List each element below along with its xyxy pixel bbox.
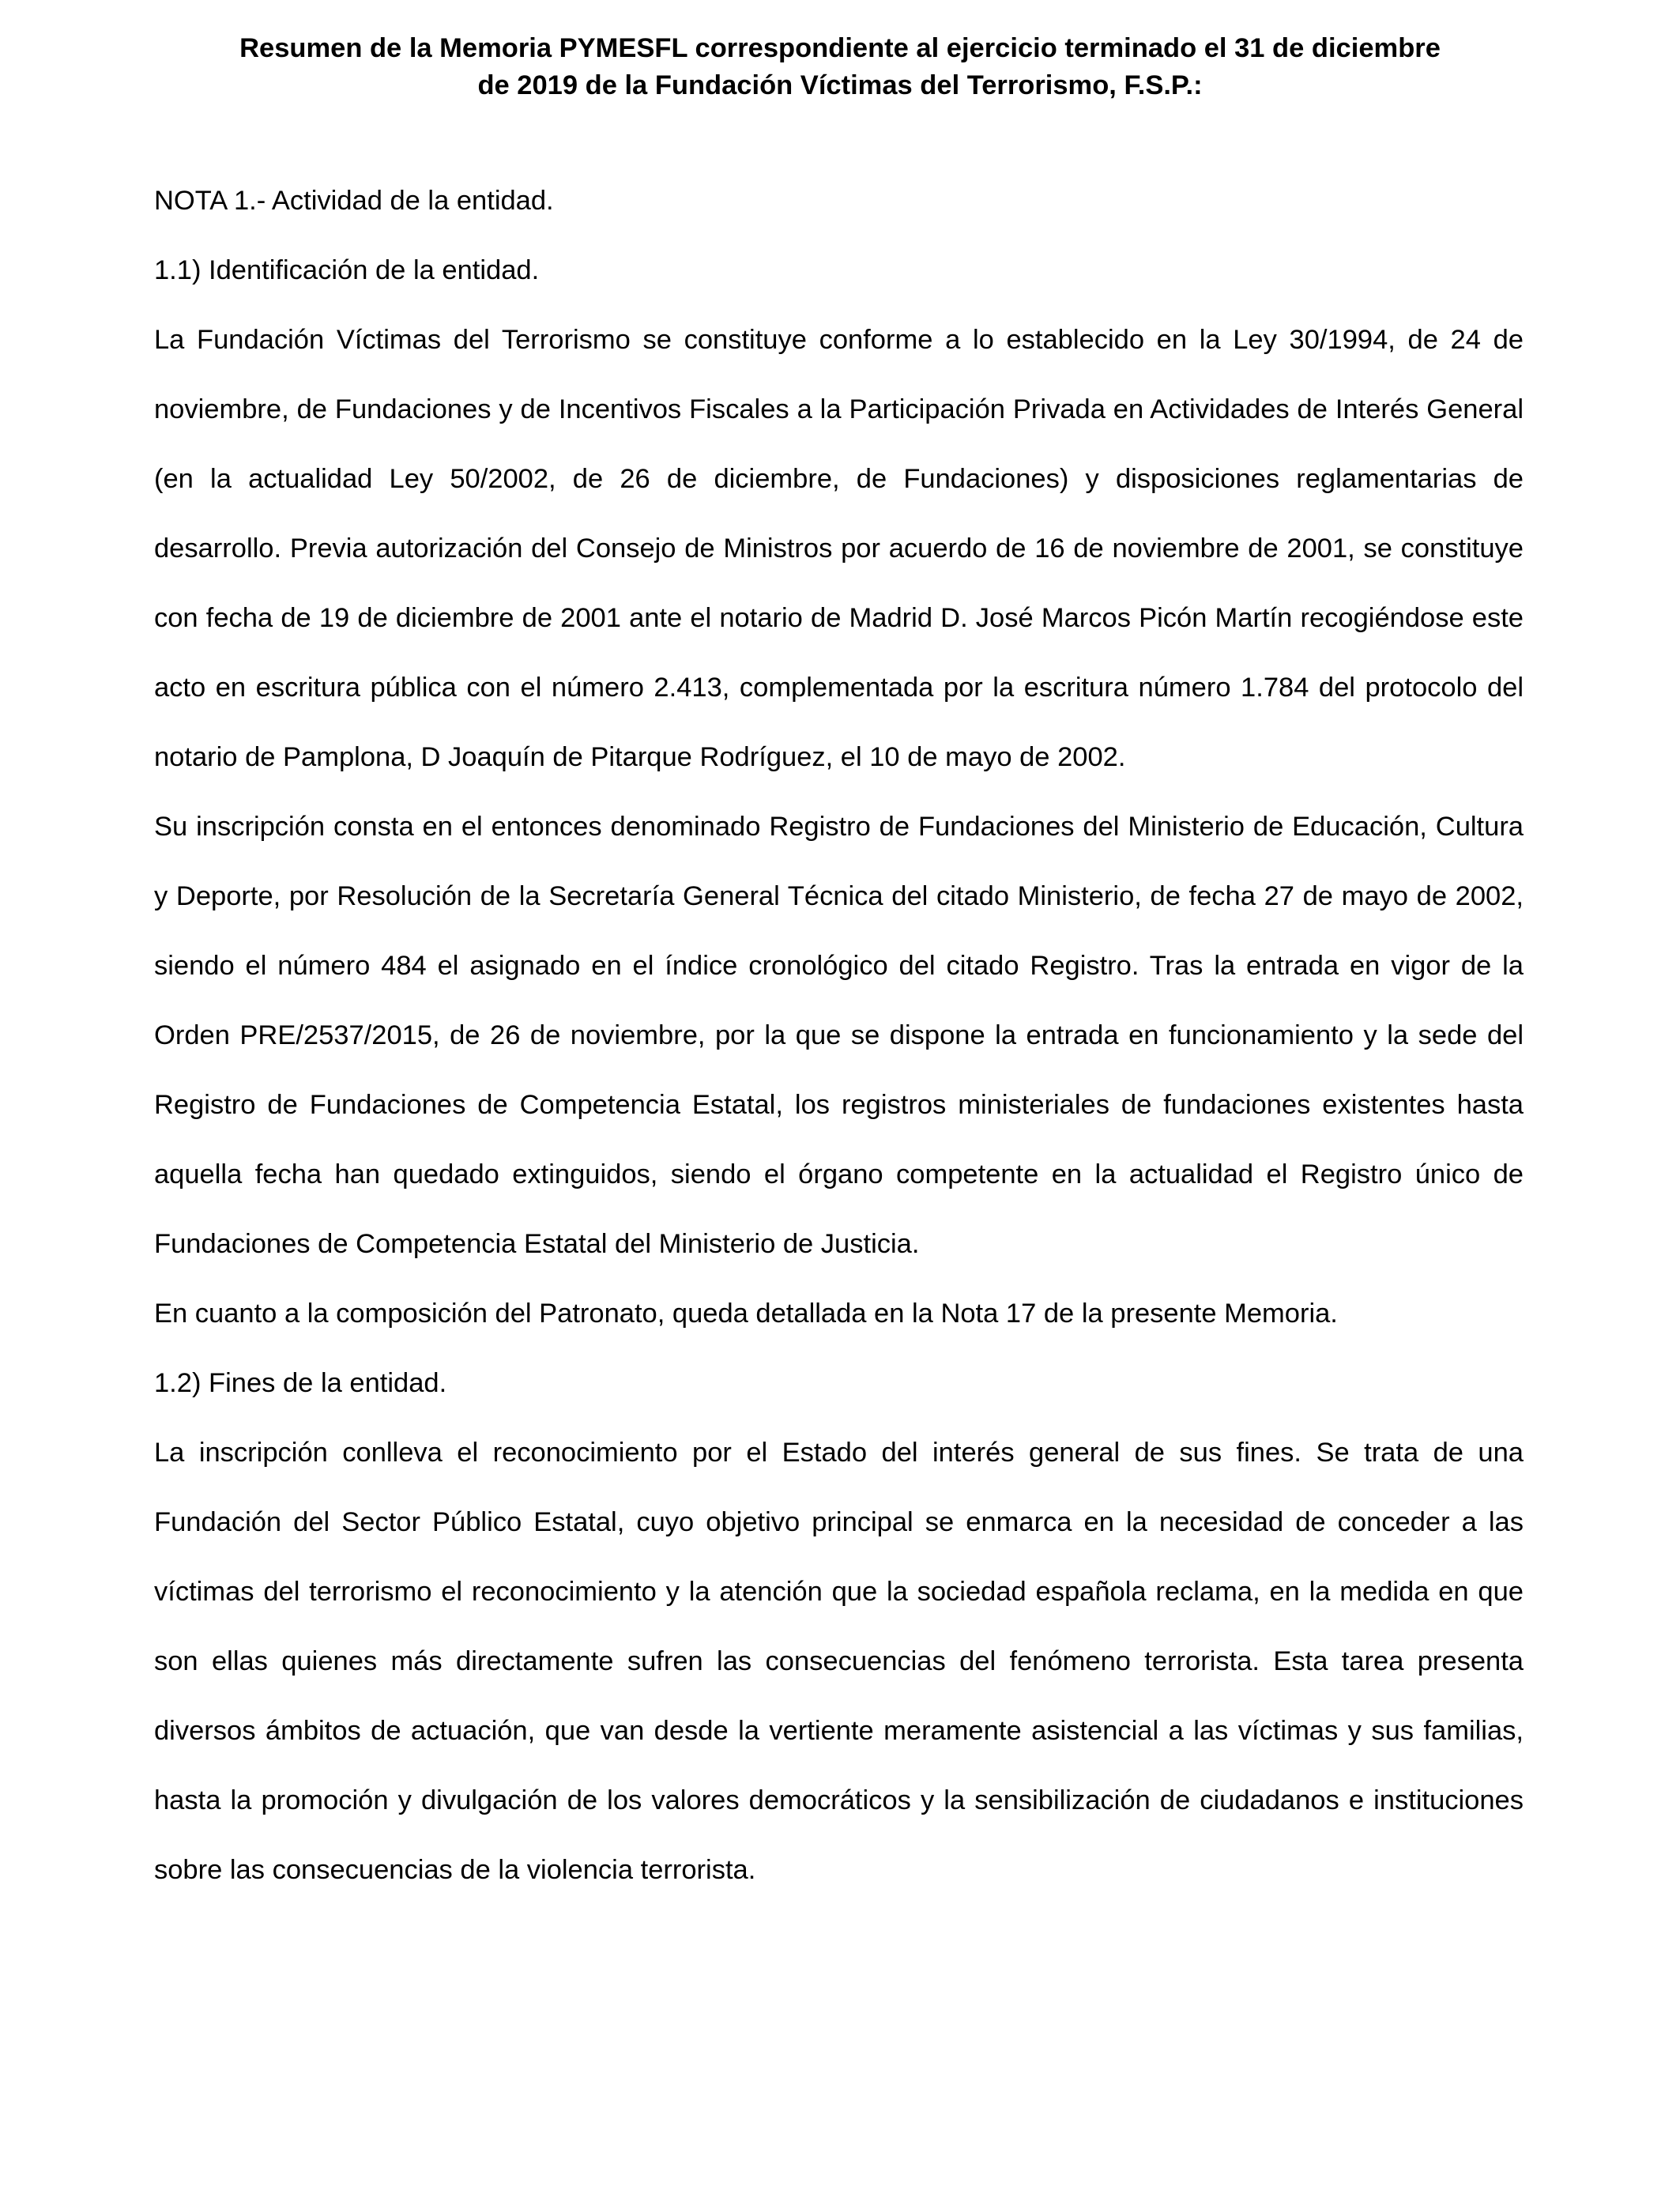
- document-body: [154, 166, 1524, 1905]
- section-1-2-heading: 1.2) Fines de la entidad.: [154, 1368, 447, 1398]
- paragraph-patronato: En cuanto a la composición del Patronato, queda detallada en la Nota 17 de la presente Memoria.: [154, 1299, 1338, 1329]
- document-title: [119, 30, 1561, 104]
- note-1-heading: NOTA 1.- Actividad de la entidad.: [154, 186, 554, 216]
- paragraph-constitution: La Fundación Víctimas del Terrorismo se constituye conforme a lo establecido en la Ley 30/1994, de 24 de noviembre, de Fundaciones y de Incentivos Fiscales a la Participación Privada en Actividades de Interés General (en la actualidad Ley 50/2002, de 26 de diciembre, de Fundaciones) y disposiciones reglamentarias de desarrollo. Previa autorización del Consejo de Ministros por acuerdo de 16 de noviembre de 2001, se constituye con fecha de 19 de diciembre de 2001 ante el notario de Madrid D. José Marcos Picón Martín recogiéndose este acto en escritura pública con el número 2.413, complementada por la escritura número 1.784 del protocolo del notario de Pamplona, D Joaquín de Pitarque Rodríguez, el 10 de mayo de 2002.: [154, 325, 1524, 772]
- section-1-1-heading: 1.1) Identificación de la entidad.: [154, 255, 540, 285]
- paragraph-fines: La inscripción conlleva el reconocimiento por el Estado del interés general de sus fines. Se trata de una Fundación del Sector Público Estatal, cuyo objetivo principal se enmarca en la necesidad de conceder a las víctimas del terrorismo el reconocimiento y la atención que la sociedad española reclama, en la medida en que son ellas quienes más directamente sufren las consecuencias del fenómeno terrorista. Esta tarea presenta diversos ámbitos de actuación, que van desde la vertiente meramente asistencial a las víctimas y sus familias, hasta la promoción y divulgación de los valores democráticos y la sensibilización de ciudadanos e instituciones sobre las consecuencias de la violencia terrorista.: [154, 1438, 1524, 1885]
- document-title-line-1: Resumen de la Memoria PYMESFL correspondiente al ejercicio terminado el 31 de diciembre: [239, 33, 1441, 63]
- document-title-line-2: de 2019 de la Fundación Víctimas del Terrorismo, F.S.P.:: [477, 70, 1203, 100]
- paragraph-registration: Su inscripción consta en el entonces denominado Registro de Fundaciones del Ministerio de Educación, Cultura y Deporte, por Resolución de la Secretaría General Técnica del citado Ministerio, de fecha 27 de mayo de 2002, siendo el número 484 el asignado en el índice cronológico del citado Registro. Tras la entrada en vigor de la Orden PRE/2537/2015, de 26 de noviembre, por la que se dispone la entrada en funcionamiento y la sede del Registro de Fundaciones de Competencia Estatal, los registros ministeriales de fundaciones existentes hasta aquella fecha han quedado extinguidos, siendo el órgano competente en la actualidad el Registro único de Fundaciones de Competencia Estatal del Ministerio de Justicia.: [154, 812, 1524, 1259]
